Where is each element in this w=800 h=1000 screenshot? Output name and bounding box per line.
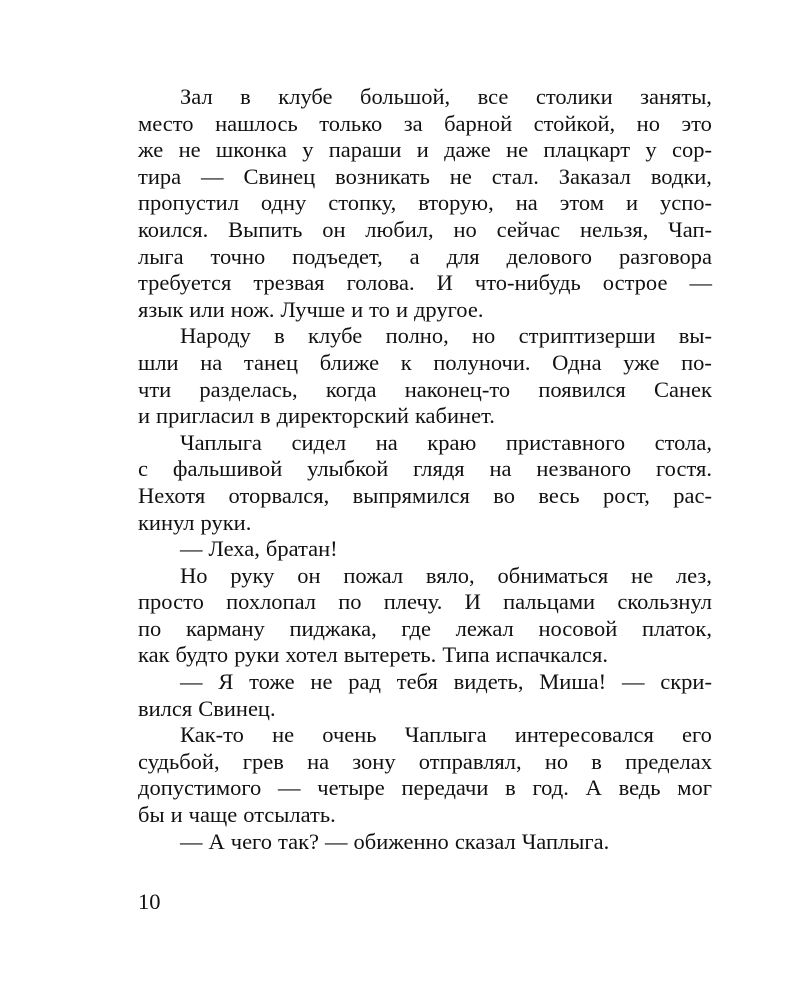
text-line: Нехотя оторвался, выпрямился во весь рост, рас- xyxy=(138,482,712,508)
page-number: 10 xyxy=(138,889,161,914)
text-line: пропустил одну стопку, вторую, на этом и успо- xyxy=(138,190,712,216)
text-line: язык или нож. Лучше и то и другое. xyxy=(138,296,484,322)
text-line: по карману пиджака, где лежал носовой платок, xyxy=(138,615,712,641)
text-line: с фальшивой улыбкой глядя на незваного гостя. xyxy=(138,456,712,482)
text-line: лыга точно подъедет, а для делового разговора xyxy=(138,243,712,269)
text-line: же не шконка у параши и даже не плацкарт у сор- xyxy=(138,137,712,163)
text-line: требуется трезвая голова. И что-нибудь острое — xyxy=(138,270,712,296)
text-line: — Леха, братан! xyxy=(180,536,338,562)
text-line: как будто руки хотел вытереть. Типа испачкался. xyxy=(138,642,609,668)
text-line: допустимого — четыре передачи в год. А ведь мог xyxy=(138,775,712,801)
text-line: место нашлось только за барной стойкой, но это xyxy=(138,110,712,136)
text-line: — Я тоже не рад тебя видеть, Миша! — скри- xyxy=(180,669,712,695)
text-line: судьбой, грев на зону отправлял, но в пределах xyxy=(138,748,712,774)
text-line: чти разделась, когда наконец-то появился Санек xyxy=(138,376,712,402)
text-line: Как-то не очень Чаплыга интересовался его xyxy=(180,722,712,748)
text-line: и пригласил в директорский кабинет. xyxy=(138,403,495,429)
text-line: коился. Выпить он любил, но сейчас нельзя, Чап- xyxy=(138,216,712,242)
text-line: Но руку он пожал вяло, обниматься не лез, xyxy=(180,562,712,588)
text-line: бы и чаще отсылать. xyxy=(138,802,336,828)
text-line: вился Свинец. xyxy=(138,695,276,721)
text-line: просто похлопал по плечу. И пальцами скользнул xyxy=(138,589,712,615)
text-line: шли на танец ближе к полуночи. Одна уже по- xyxy=(138,349,712,375)
page-body xyxy=(138,84,712,855)
text-line: Чаплыга сидел на краю приставного стола, xyxy=(180,429,712,455)
text-line: тира — Свинец возникать не стал. Заказал водки, xyxy=(138,163,712,189)
text-line: Народу в клубе полно, но стриптизерши вы- xyxy=(180,323,712,349)
text-line: Зал в клубе большой, все столики заняты, xyxy=(180,84,712,109)
text-line: кинул руки. xyxy=(138,509,252,535)
text-line: — А чего так? — обиженно сказал Чаплыга. xyxy=(180,828,610,854)
